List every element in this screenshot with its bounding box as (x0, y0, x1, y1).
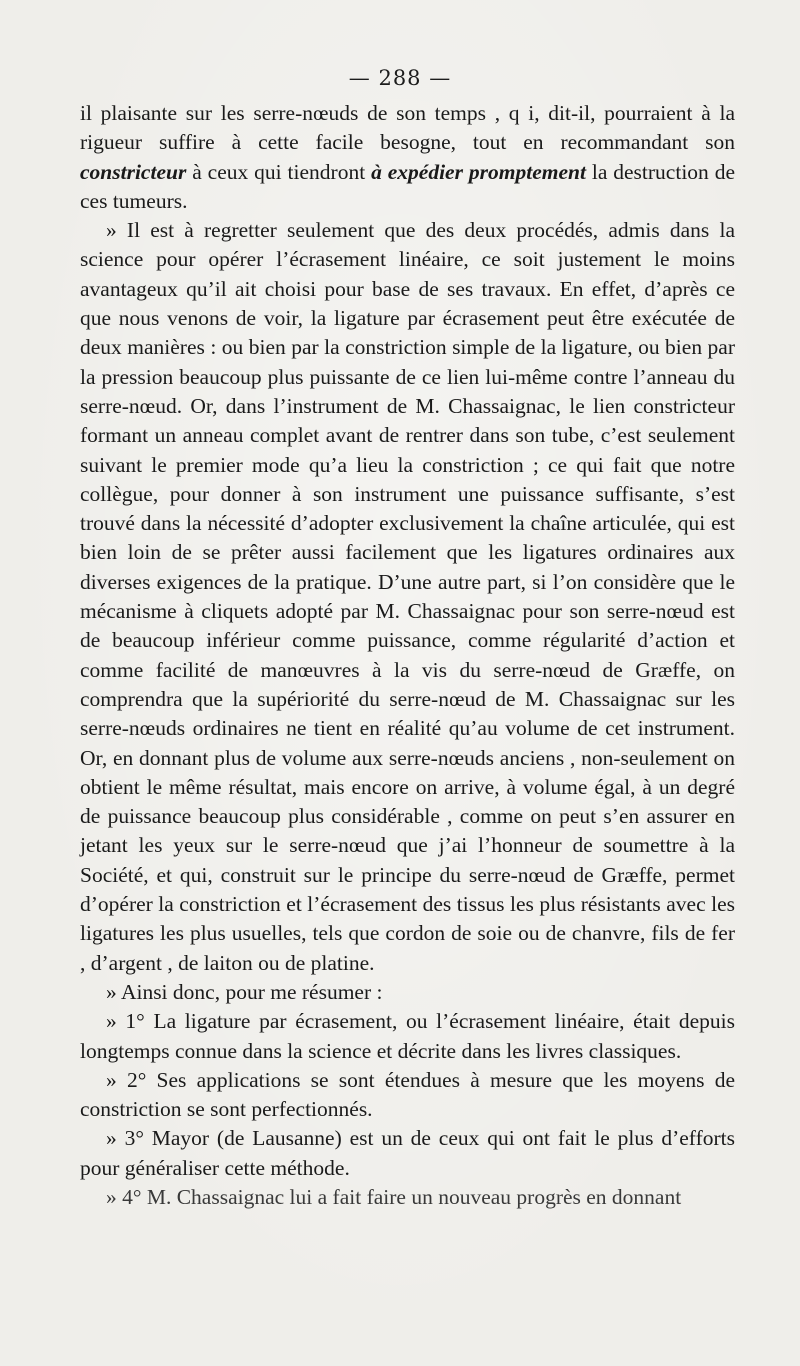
summary-item-3 (80, 1124, 735, 1183)
text-run: » 2° Ses applications se sont étendues à mesure que les moyens de constriction se sont perfectionnés. (80, 1067, 735, 1122)
text-run: » 1° La ligature par écrasement, ou l’écrasement linéaire, était depuis longtemps connue dans la science et décrite dans les livres classiques. (80, 1009, 735, 1063)
paragraph-summary-intro (80, 978, 735, 1007)
paragraph-argument (80, 216, 735, 978)
summary-item-4 (80, 1183, 735, 1212)
summary-item-2 (80, 1066, 735, 1125)
italic-term-constricteur: constricteur (80, 159, 187, 184)
text-run: » 3° Mayor (de Lausanne) est un de ceux qui ont fait le plus d’efforts pour généraliser cette méthode. (80, 1126, 735, 1180)
paragraph-continued (80, 99, 735, 216)
summary-item-1 (80, 1007, 735, 1066)
text-run: il plaisante sur les serre-nœuds de son temps , q i, dit-il, pourraient à la rigueur suffire à cette facile besogne, tout en recommandant son (80, 101, 735, 155)
text-run: » Il est à regretter seulement que des deux procédés, admis dans la science pour opérer l’écrasement linéaire, ce soit justement le moins avantageux qu’il ait choisi pour base de ses travaux. En effet, d’après ce que nous venons de voir, la ligature par écrasement peut être exécutée de deux manières : ou bien par la constriction simple de la ligature, ou bien par la pression beaucoup plus puissante de ce lien lui-même contre l’anneau du serre-nœud. Or, dans l’instrument de M. Chassaignac, le lien constricteur formant un anneau complet avant de rentrer dans son tube, c’est seulement suivant le premier mode qu’a lieu la constriction ; ce qui fait que notre collègue, pour donner à son instrument une puissance suffisante, s’est trouvé dans la nécessité d’adopter exclusivement la chaîne articulée, qui est bien loin de se prêter aussi facilement que les ligatures ordinaires aux diverses exigences de la pratique. D’une autre part, si l’on considère que le mécanisme à cliquets adopté par M. Chassaignac pour son serre-nœud est de beaucoup inférieur comme puissance, comme régularité d’action et comme facilité de manœuvres à la vis du serre-nœud de Græffe, on comprendra que la supériorité du serre-nœud de M. Chassaignac sur les serre-nœuds ordinaires ne tient en réalité qu’au volume de cet instrument. Or, en donnant plus de volume aux serre-nœuds anciens , non-seulement on obtient le même résultat, mais encore on arrive, à volume égal, à un degré de puissance beaucoup plus considérable , comme on peut s’en assurer en jetant les yeux sur le serre-nœud que j’ai l’honneur de soumettre à la Société, et qui, construit sur le principe du serre-nœud de Græffe, permet d’opérer la constriction et l’écrasement des tissus les plus résistants avec les ligatures les plus usuelles, tels que cordon de soie ou de chanvre, fils de fer , d’argent , de laiton ou de platine. (80, 218, 735, 975)
page-number: — 288 — (348, 66, 452, 90)
body-text (80, 99, 735, 1212)
text-run: la destruction de ces tumeurs. (80, 159, 735, 213)
text-run: » Ainsi donc, pour me résumer : (106, 979, 383, 1004)
italic-phrase: à expédier promptement (371, 159, 586, 184)
text-run: à ceux qui tiendront (186, 159, 372, 184)
text-run: » 4° M. Chassaignac lui a fait faire un nouveau progrès en donnant (106, 1184, 682, 1209)
